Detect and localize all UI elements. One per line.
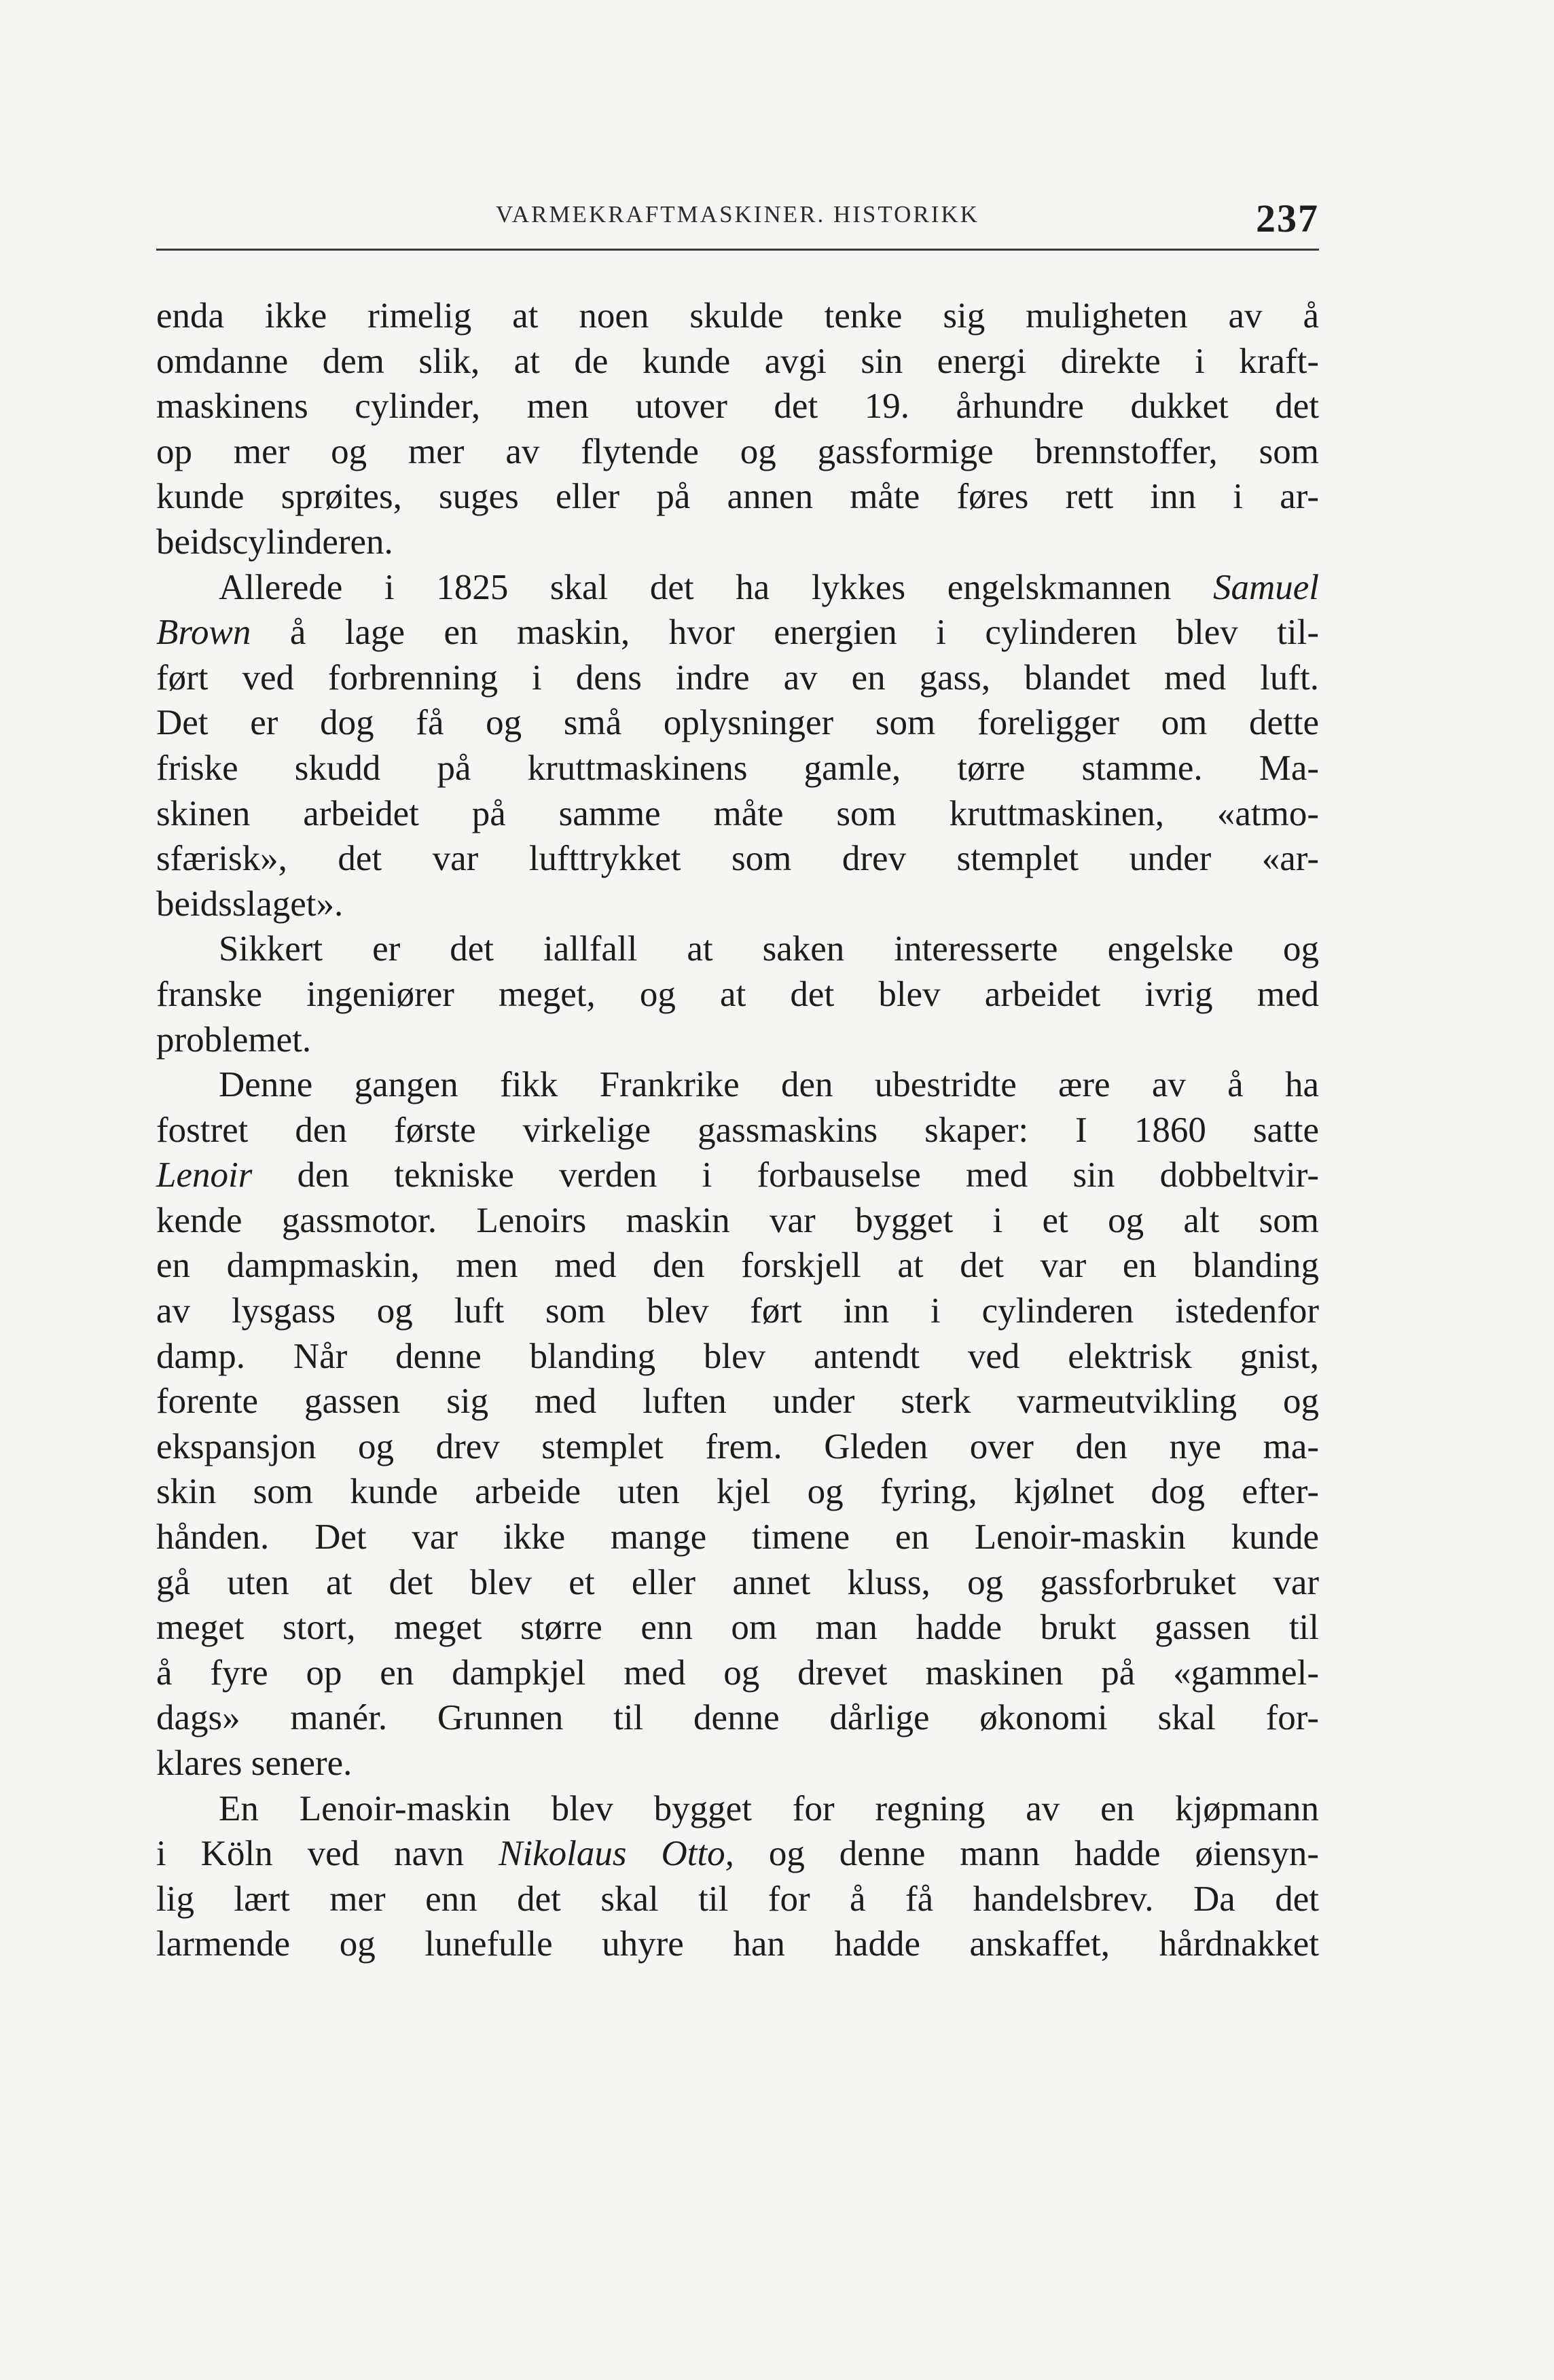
text-line: ført ved forbrenning i dens indre av en gass, blandet med luft. <box>156 657 1319 698</box>
text-line: friske skudd på kruttmaskinens gamle, tørre stamme. Ma- <box>156 748 1319 788</box>
text-line: gå uten at det blev et eller annet kluss, og gassforbruket var <box>156 1562 1319 1602</box>
running-header <box>156 192 1319 259</box>
text-line: dags» manér. Grunnen til denne dårlige økonomi skal for- <box>156 1698 1319 1738</box>
italic-name: Nikolaus Otto, <box>499 1834 734 1874</box>
text-line: maskinens cylinder, men utover det 19. århundre dukket det <box>156 386 1319 427</box>
text-line: forente gassen sig med luften under sterk varmeutvikling og <box>156 1382 1319 1422</box>
body-text <box>156 293 1319 1967</box>
italic-name: Samuel <box>1212 567 1319 607</box>
text-line: meget stort, meget større enn om man hadde brukt gassen til <box>156 1608 1319 1648</box>
header-rule <box>156 249 1319 251</box>
running-title: VARMEKRAFTMASKINER. HISTORIKK <box>496 201 979 228</box>
text-line: lig lært mer enn det skal til for å få handelsbrev. Da det <box>156 1879 1319 1919</box>
text-line: En Lenoir-maskin blev bygget for regning av en kjøpmann <box>219 1788 1319 1828</box>
text-line <box>156 1153 1319 1198</box>
text-span: og denne mann hadde øiensyn- <box>734 1834 1319 1874</box>
page-number: 237 <box>1256 196 1319 240</box>
text-line: op mer og mer av flytende og gassformige brennstoffer, som <box>156 431 1319 471</box>
text-line: enda ikke rimelig at noen skulde tenke sig muligheten av å <box>156 296 1319 336</box>
text-line: sfærisk», det var lufttrykket som drev stemplet under «ar- <box>156 839 1319 879</box>
italic-name: Lenoir <box>156 1155 253 1195</box>
text-line: beidsslaget». <box>156 884 344 924</box>
text-line: klares senere. <box>156 1744 353 1783</box>
text-line: Det er dog få og små oplysninger som foreligger om dette <box>156 703 1319 743</box>
text-line: problemet. <box>156 1020 312 1060</box>
text-line: beidscylinderen. <box>156 522 393 562</box>
text-line: av lysgass og luft som blev ført inn i cylinderen istedenfor <box>156 1291 1319 1331</box>
text-span: i Köln ved navn <box>156 1834 499 1874</box>
text-line: skin som kunde arbeide uten kjel og fyring, kjølnet dog efter- <box>156 1472 1319 1512</box>
text-line: kende gassmotor. Lenoirs maskin var bygget i et og alt som <box>156 1200 1319 1240</box>
text-line: kunde sprøites, suges eller på annen måte føres rett inn i ar- <box>156 477 1319 517</box>
text-line: Denne gangen fikk Frankrike den ubestridte ære av å ha <box>219 1065 1319 1105</box>
text-span: den tekniske verden i forbauselse med sin dobbeltvir- <box>252 1155 1319 1195</box>
text-line <box>156 1831 1319 1877</box>
text-line: hånden. Det var ikke mange timene en Lenoir-maskin kunde <box>156 1517 1319 1557</box>
text-span: Allerede i 1825 skal det ha lykkes engelskmannen <box>219 567 1213 607</box>
text-line: Sikkert er det iallfall at saken interesserte engelske og <box>219 929 1319 969</box>
text-line: larmende og lunefulle uhyre han hadde anskaffet, hårdnakket <box>156 1924 1319 1964</box>
italic-name: Brown <box>156 613 251 653</box>
text-line: fostret den første virkelige gassmaskins skaper: I 1860 satte <box>156 1110 1319 1150</box>
text-line: damp. Når denne blanding blev antendt ved elektrisk gnist, <box>156 1336 1319 1376</box>
text-line: å fyre op en dampkjel med og drevet maskinen på «gammel- <box>156 1653 1319 1693</box>
text-line <box>156 565 1319 611</box>
text-line <box>156 610 1319 655</box>
text-line: en dampmaskin, men med den forskjell at det var en blanding <box>156 1246 1319 1286</box>
text-line: ekspansjon og drev stemplet frem. Gleden over den nye ma- <box>156 1426 1319 1466</box>
text-line: franske ingeniører meget, og at det blev arbeidet ivrig med <box>156 974 1319 1014</box>
text-line: skinen arbeidet på samme måte som kruttmaskinen, «atmo- <box>156 793 1319 833</box>
text-line: omdanne dem slik, at de kunde avgi sin energi direkte i kraft- <box>156 341 1319 381</box>
text-span: å lage en maskin, hvor energien i cylinderen blev til- <box>251 613 1319 653</box>
